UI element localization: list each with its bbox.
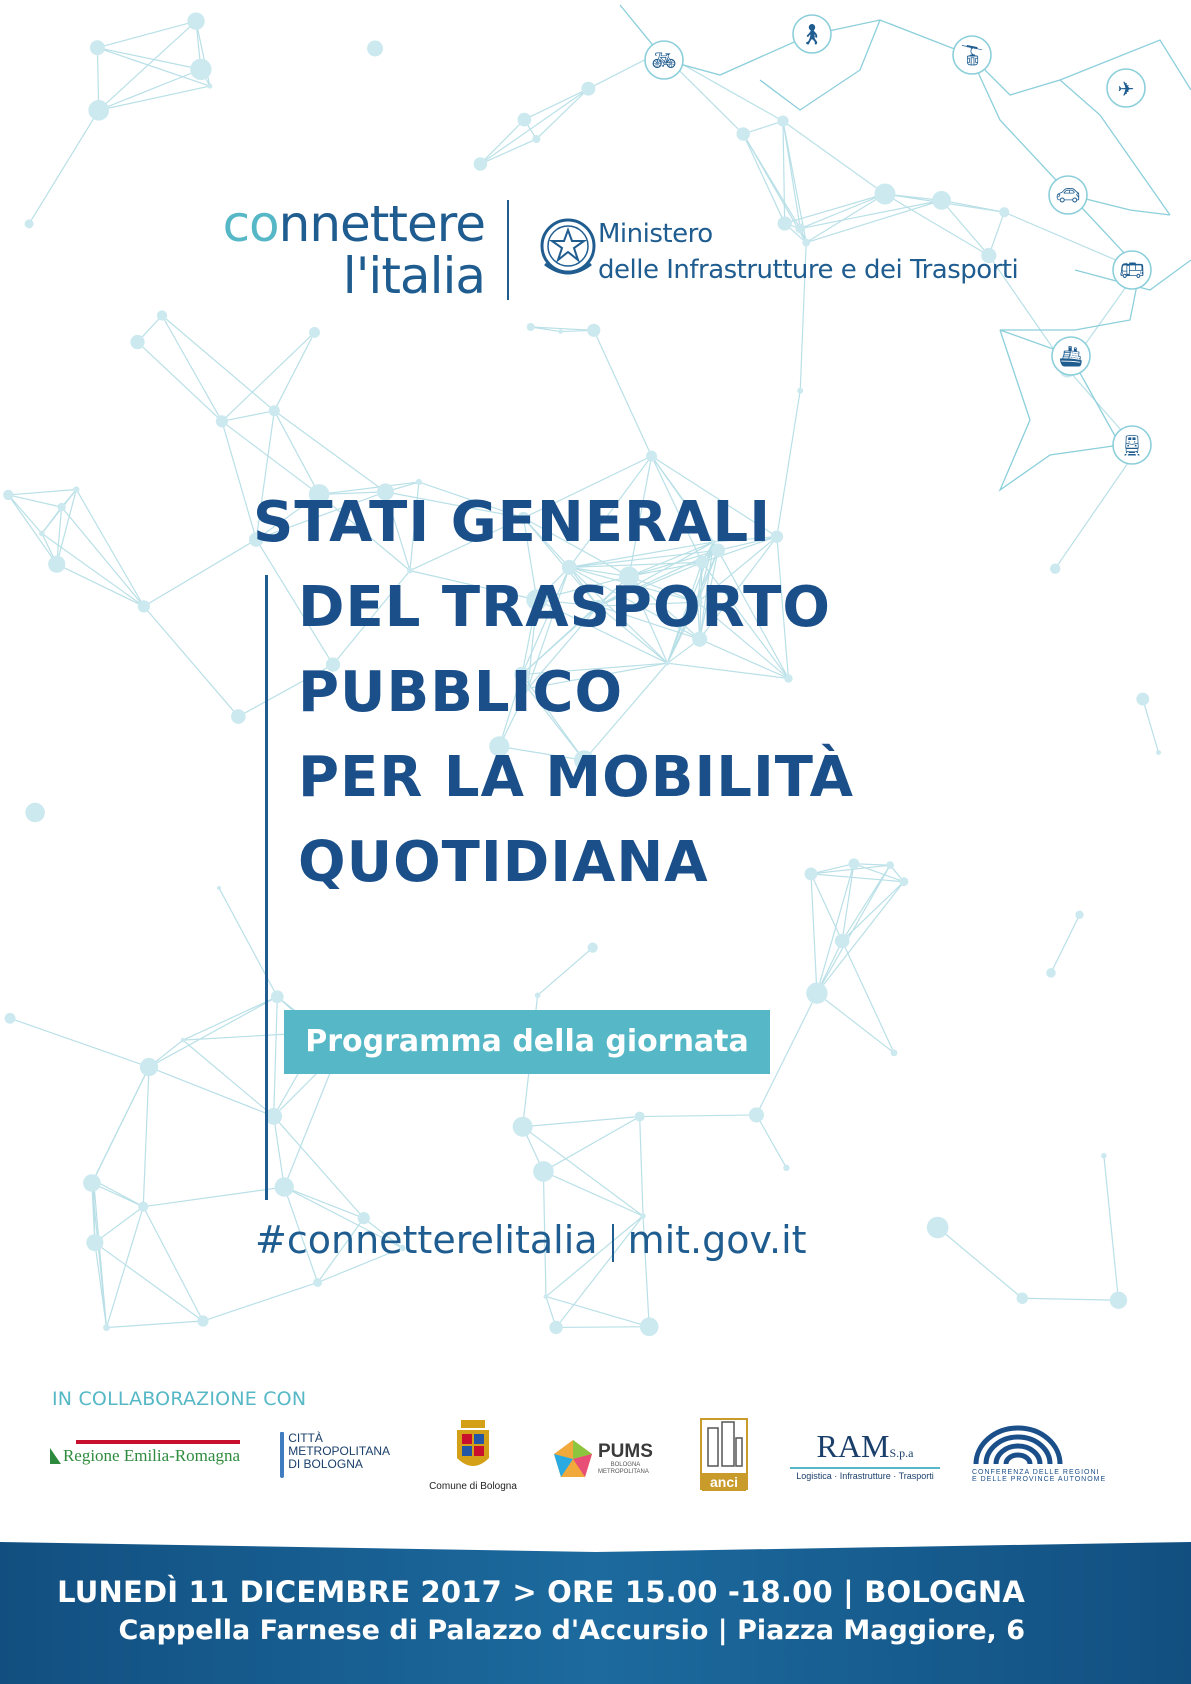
network-line: [842, 941, 894, 1053]
network-line: [222, 421, 256, 539]
ministry-name: [598, 216, 1018, 288]
network-line: [543, 1171, 643, 1216]
ministry-line-2: delle Infrastrutture e dei Trasporti: [598, 255, 1019, 285]
network-line: [10, 1018, 149, 1067]
network-node: [891, 1049, 898, 1056]
network-node: [57, 503, 65, 511]
title-line: STATI GENERALI: [253, 490, 772, 555]
network-node: [313, 1278, 322, 1287]
network-line: [524, 89, 588, 120]
network-line: [274, 1116, 364, 1218]
event-title: [253, 480, 854, 905]
network-line: [538, 948, 593, 996]
network-line: [536, 89, 588, 139]
network-line: [76, 489, 143, 606]
network-line: [543, 1117, 639, 1172]
network-line: [274, 997, 278, 1117]
comune-name: Comune di Bologna: [429, 1481, 517, 1492]
network-node: [558, 329, 563, 334]
network-node: [103, 1324, 110, 1331]
network-node: [544, 1294, 549, 1299]
network-node: [587, 324, 600, 337]
network-line: [183, 1040, 274, 1116]
network-node: [1075, 911, 1083, 919]
partner-comune-bologna: [428, 1418, 518, 1492]
network-node: [138, 600, 150, 612]
connettere-litalia-logo: [185, 195, 485, 305]
partner-logos: [50, 1418, 1140, 1492]
network-line: [57, 564, 144, 606]
network-line: [756, 1115, 786, 1168]
event-venue: Cappella Farnese di Palazzo d'Accursio | Piazza Maggiore, 6: [118, 1615, 1025, 1646]
network-node: [797, 388, 803, 394]
title-line: PUBBLICO: [298, 660, 624, 725]
network-node: [474, 157, 487, 170]
bicycle-icon: 🚲︎: [651, 48, 677, 72]
network-node: [588, 943, 598, 953]
network-line: [183, 997, 277, 1040]
network-line: [1055, 449, 1137, 569]
regione-flag-icon: [50, 1448, 61, 1464]
network-node: [1050, 564, 1060, 574]
hashtag: #connetterelitalia: [255, 1218, 598, 1262]
network-node: [39, 531, 45, 537]
regione-name: Regione Emilia-Romagna: [62, 1446, 240, 1465]
network-line: [162, 316, 222, 422]
network-node: [157, 310, 167, 320]
network-line: [783, 121, 785, 223]
network-line: [8, 495, 42, 534]
logo-line-2: l'italia: [342, 247, 485, 305]
network-node: [73, 486, 79, 492]
partner-anci: [700, 1418, 748, 1490]
network-node: [1110, 1292, 1127, 1309]
network-line: [1143, 699, 1159, 752]
network-node: [640, 1317, 659, 1336]
network-line: [92, 1067, 149, 1183]
pums-name: PUMS: [598, 1441, 653, 1462]
network-node: [181, 1038, 186, 1043]
comune-bologna-crest-icon: [453, 1418, 493, 1476]
footer-band: [0, 1542, 1191, 1684]
network-node: [86, 1234, 103, 1251]
citta-line-3: DI BOLOGNA: [288, 1457, 363, 1471]
network-node: [140, 1058, 158, 1076]
network-node: [517, 113, 531, 127]
network-line: [594, 330, 652, 456]
network-line: [95, 1207, 143, 1243]
network-line: [162, 316, 274, 411]
network-line: [107, 1207, 144, 1328]
network-line: [138, 342, 222, 421]
network-node: [25, 803, 45, 823]
network-node: [581, 82, 595, 96]
network-line: [546, 1297, 649, 1327]
partner-conferenza-regioni: [972, 1424, 1140, 1483]
header-divider: [507, 200, 509, 300]
anci-name: anci: [702, 1473, 746, 1491]
network-node: [1017, 1293, 1028, 1304]
collaboration-label: IN COLLABORAZIONE CON: [52, 1388, 307, 1410]
network-line: [480, 89, 588, 164]
network-node: [527, 323, 535, 331]
network-node: [275, 1177, 294, 1196]
network-line: [29, 110, 99, 224]
network-node: [899, 877, 908, 886]
network-line: [1051, 915, 1080, 973]
conferenza-line-2: E DELLE PROVINCE AUTONOME: [972, 1476, 1107, 1483]
network-line: [938, 1228, 1023, 1299]
bus-icon: 🚌︎: [1119, 258, 1145, 282]
network-node: [216, 415, 228, 427]
network-node: [271, 990, 284, 1003]
partner-citta-metropolitana: [280, 1432, 390, 1478]
network-line: [143, 1067, 149, 1207]
network-node: [749, 1107, 764, 1122]
network-node: [231, 709, 246, 724]
network-line: [143, 1187, 284, 1207]
network-node: [1101, 1153, 1107, 1159]
network-line: [854, 864, 890, 865]
network-line: [42, 507, 62, 533]
network-node: [48, 556, 65, 573]
network-node: [533, 1161, 554, 1182]
hashtag-divider: [612, 1224, 614, 1262]
network-node: [309, 327, 320, 338]
hashtag-line: [255, 1218, 807, 1262]
network-node: [207, 84, 212, 89]
citta-line-2: METROPOLITANA: [288, 1444, 390, 1458]
network-node: [783, 1165, 789, 1171]
citta-line-1: CITTÀ: [288, 1431, 323, 1445]
network-line: [556, 1327, 649, 1328]
network-node: [187, 13, 204, 30]
network-line: [149, 997, 277, 1067]
network-line: [144, 539, 256, 606]
title-line: PER LA MOBILITÀ: [298, 745, 854, 810]
citta-metropolitana-shield-icon: [280, 1432, 284, 1478]
ram-underline: [790, 1467, 940, 1469]
network-line: [97, 48, 200, 70]
car-icon: 🚗︎: [1055, 183, 1081, 207]
ram-name: RAM: [816, 1428, 890, 1464]
network-node: [3, 490, 13, 500]
network-line: [149, 1067, 274, 1116]
network-node: [513, 1117, 533, 1137]
network-line: [143, 1207, 203, 1321]
partner-pums: [552, 1438, 662, 1480]
network-line: [95, 1243, 203, 1321]
network-line: [817, 993, 894, 1053]
title-line: QUOTIDIANA: [298, 830, 709, 895]
network-node: [88, 100, 109, 121]
pums-sub-2: METROPOLITANA: [598, 1469, 649, 1475]
cable-car-icon: 🚡︎: [959, 43, 985, 67]
network-node: [535, 993, 541, 999]
network-line: [640, 1115, 757, 1117]
network-node: [932, 191, 951, 210]
network-line: [8, 489, 76, 494]
network-line: [523, 1117, 640, 1127]
network-node: [1136, 693, 1149, 706]
network-node: [874, 183, 895, 204]
network-line: [92, 1183, 107, 1328]
network-node: [138, 1202, 148, 1212]
logo-line-1: nnettere: [278, 195, 485, 253]
network-node: [549, 1321, 562, 1334]
network-node: [83, 1174, 101, 1192]
network-node: [90, 40, 105, 55]
network-node: [130, 335, 144, 349]
network-node: [25, 219, 34, 228]
network-node: [217, 886, 221, 890]
network-line: [640, 1117, 643, 1216]
network-node: [646, 451, 657, 462]
airplane-icon: ✈: [1117, 77, 1135, 101]
pums-sub-1: BOLOGNA: [610, 1462, 641, 1468]
network-node: [5, 1013, 16, 1024]
network-line: [203, 1282, 318, 1321]
network-line: [1022, 1298, 1118, 1300]
train-icon: 🚆︎: [1119, 433, 1145, 457]
ram-spa: S.p.a: [889, 1446, 914, 1460]
italian-republic-emblem-icon: [535, 212, 601, 284]
pums-pentagon-icon: [552, 1438, 594, 1480]
network-node: [927, 1217, 949, 1239]
vertical-rule: [265, 575, 268, 1200]
network-line: [480, 139, 536, 164]
ram-tagline: Logistica · Infrastrutture · Trasporti: [796, 1471, 934, 1481]
network-line: [8, 495, 61, 507]
network-node: [269, 405, 280, 416]
network-node: [190, 59, 211, 80]
network-line: [480, 120, 524, 164]
network-node: [777, 115, 788, 126]
network-line: [144, 606, 239, 716]
network-node: [806, 982, 827, 1003]
network-line: [1104, 1156, 1119, 1301]
network-line: [783, 121, 885, 194]
partner-regione-emilia-romagna: [50, 1440, 240, 1466]
website-link[interactable]: mit.gov.it: [627, 1218, 807, 1262]
program-badge: Programma della giornata: [284, 1010, 770, 1074]
network-line: [222, 411, 274, 422]
title-line: DEL TRASPORTO: [298, 575, 831, 640]
pedestrian-icon: 🚶︎: [799, 22, 825, 46]
partner-ram: [790, 1428, 940, 1481]
network-line: [99, 69, 201, 110]
network-line: [107, 1321, 203, 1328]
network-node: [532, 135, 540, 143]
network-line: [274, 332, 314, 410]
conferenza-line-1: CONFERENZA DELLE REGIONI: [972, 1469, 1100, 1476]
network-node: [367, 41, 383, 57]
event-date-time: LUNEDÌ 11 DICEMBRE 2017 > ORE 15.00 -18.00 | BOLOGNA: [57, 1575, 1025, 1609]
network-node: [1046, 968, 1056, 978]
network-node: [197, 1315, 208, 1326]
network-line: [284, 1187, 364, 1218]
network-node: [736, 127, 749, 140]
conferenza-arches-icon: [972, 1424, 1064, 1464]
network-node: [835, 934, 850, 949]
network-line: [99, 86, 210, 110]
ministry-line-1: Ministero: [598, 219, 713, 249]
logo-accent-letters: co: [222, 195, 279, 253]
network-line: [743, 134, 784, 223]
network-node: [635, 1112, 645, 1122]
anci-towers-icon: [702, 1420, 746, 1468]
ship-icon: 🚢︎: [1058, 344, 1084, 368]
network-line: [222, 332, 315, 421]
network-node: [1156, 750, 1161, 755]
network-line: [8, 495, 56, 564]
network-node: [886, 861, 894, 869]
